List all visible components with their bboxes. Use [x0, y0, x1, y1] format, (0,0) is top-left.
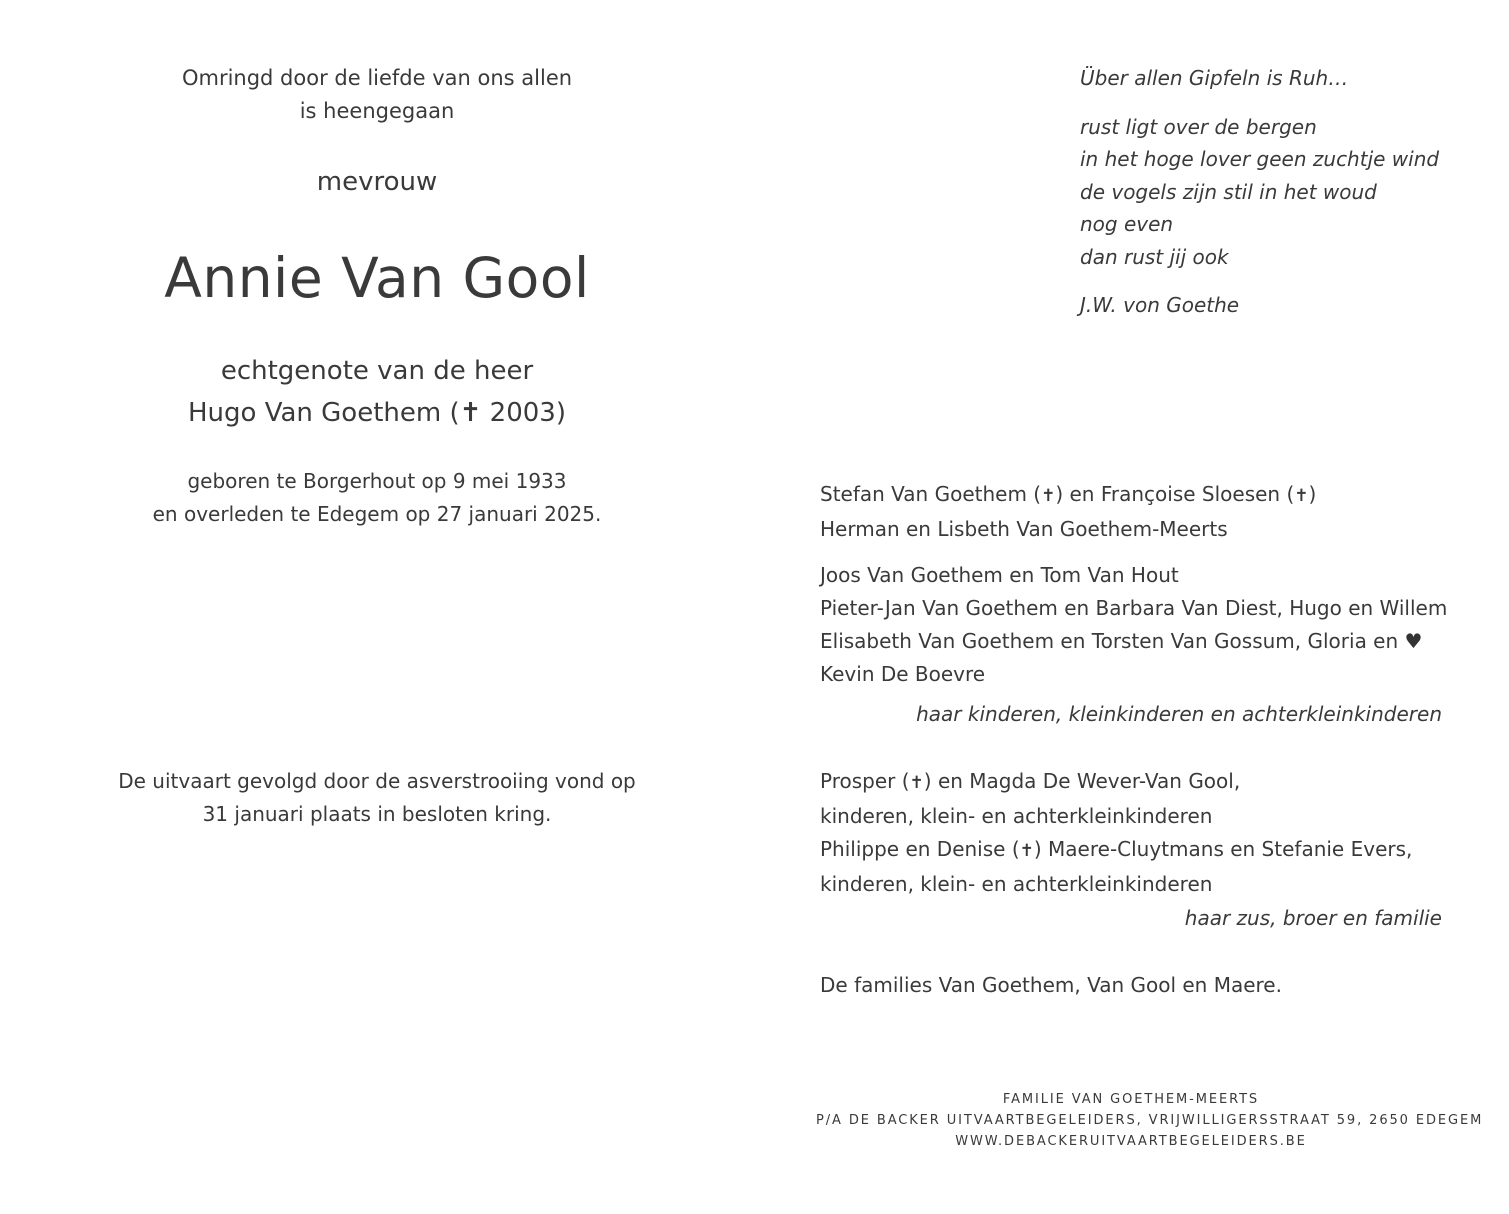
life-dates	[77, 465, 677, 531]
poem	[1080, 62, 1439, 322]
family-group-siblings	[820, 765, 1442, 901]
cross-icon: ✝	[1019, 841, 1034, 861]
death-line: en overleden te Edegem op 27 januari 2025.	[152, 502, 602, 526]
family-line: Herman en Lisbeth Van Goethem-Meerts	[820, 517, 1228, 541]
intro-text	[77, 62, 677, 128]
cross-icon: ✝	[459, 398, 482, 428]
cross-icon: ✝	[909, 773, 924, 793]
spouse-line: echtgenote van de heer	[220, 356, 534, 386]
intro-line-1: Omringd door de liefde van ons allen	[181, 66, 573, 90]
funeral-line-2: 31 januari plaats in besloten kring.	[202, 802, 552, 826]
poem-first-line: Über allen Gipfeln is Ruh…	[1080, 66, 1349, 90]
spouse-name-text: Hugo Van Goethem (	[188, 398, 460, 428]
footer-address	[816, 1089, 1484, 1152]
funeral-notice	[77, 765, 677, 831]
family-line: Philippe en Denise (✝) Maere-Cluytmans en Stefanie Evers,	[820, 837, 1413, 861]
spouse-death-year: 2003)	[481, 398, 566, 428]
family-line: Kevin De Boevre	[820, 662, 986, 686]
footer-family: FAMILIE VAN GOETHEM-MEERTS	[1002, 1092, 1260, 1107]
family-line: Joos Van Goethem en Tom Van Hout	[820, 563, 1179, 587]
family-line: Stefan Van Goethem (✝) en Françoise Sloesen (✝)	[820, 482, 1317, 506]
funeral-line-1: De uitvaart gevolgd door de asverstrooiing vond op	[118, 769, 636, 793]
heart-icon: ♥	[1404, 629, 1423, 653]
family-line: kinderen, klein- en achterkleinkinderen	[820, 804, 1213, 828]
deceased-name: Annie Van Gool	[164, 246, 590, 310]
footer-website: WWW.DEBACKERUITVAARTBEGELEIDERS.BE	[955, 1134, 1307, 1149]
family-signature-children: haar kinderen, kleinkinderen en achterkleinkinderen	[916, 702, 1442, 726]
spouse-block	[77, 350, 677, 434]
birth-line: geboren te Borgerhout op 9 mei 1933	[187, 469, 567, 493]
poem-line: nog even	[1080, 212, 1174, 236]
families-closing: De families Van Goethem, Van Gool en Maere.	[820, 973, 1282, 997]
cross-icon: ✝	[1294, 486, 1309, 506]
intro-line-2: is heengegaan	[299, 99, 455, 123]
family-group-grandchildren	[820, 559, 1448, 691]
poem-line: de vogels zijn stil in het woud	[1080, 179, 1377, 204]
family-line: kinderen, klein- en achterkleinkinderen	[820, 872, 1213, 896]
title-word: mevrouw	[316, 167, 438, 197]
poem-line: rust ligt over de bergen	[1080, 114, 1317, 139]
family-line: Elisabeth Van Goethem en Torsten Van Gossum, Gloria en ♥	[820, 629, 1423, 653]
family-line: Pieter-Jan Van Goethem en Barbara Van Diest, Hugo en Willem	[820, 596, 1448, 620]
spouse-name	[77, 392, 677, 434]
family-line: Prosper (✝) en Magda De Wever-Van Gool,	[820, 769, 1241, 793]
family-signature-siblings: haar zus, broer en familie	[1184, 906, 1442, 930]
footer-address-line: P/A DE BACKER UITVAARTBEGELEIDERS, VRIJWILLIGERSSTRAAT 59, 2650 EDEGEM	[816, 1113, 1484, 1128]
poem-author: J.W. von Goethe	[1080, 293, 1240, 317]
poem-line: in het hoge lover geen zuchtje wind	[1080, 147, 1440, 171]
poem-line: dan rust jij ook	[1080, 244, 1229, 269]
cross-icon: ✝	[1041, 486, 1056, 506]
family-group-children	[820, 478, 1442, 546]
